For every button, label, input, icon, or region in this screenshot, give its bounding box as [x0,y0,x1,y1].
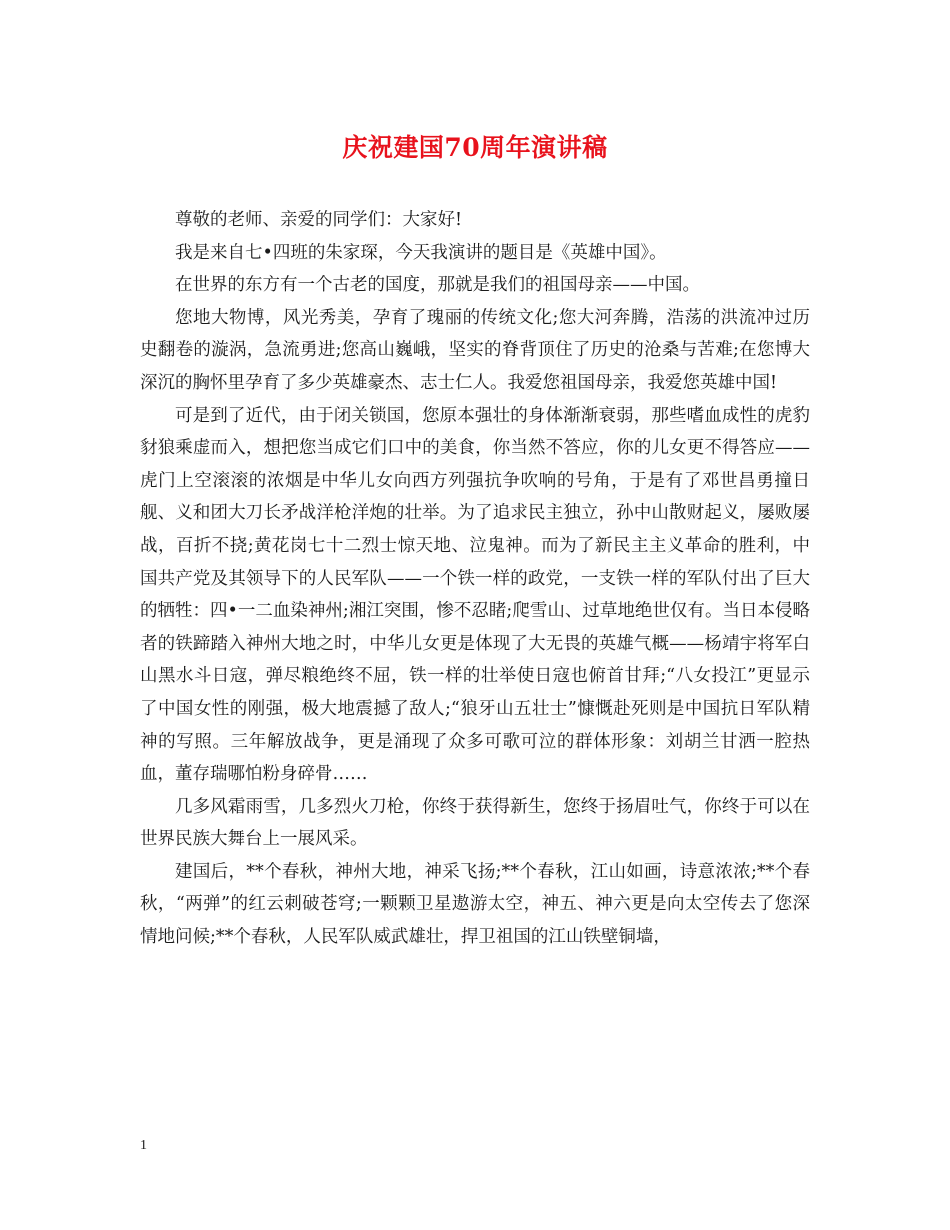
paragraph-greeting: 尊敬的老师、亲爱的同学们：大家好! [175,210,463,230]
paragraph-introduction: 我是来自七•四班的朱家琛，今天我演讲的题目是《英雄中国》。 [175,242,667,263]
paragraph-after-founding: 建国后，**个春秋，神州大地，神采飞扬;**个春秋，江山如画，诗意浓浓;**个春秋，“两弹”的红云刺破苍穹;一颗颗卫星遨游太空，神五、神六更是向太空传去了您深情地问候;**个春秋，人民军队威武雄壮，捍卫祖国的江山铁壁铜墙， [140,861,810,948]
document-title: 庆祝建国70周年演讲稿 [342,133,608,162]
paragraph-history: 可是到了近代，由于闭关锁国，您原本强壮的身体渐渐衰弱，那些嗜血成性的虎豹豺狼乘虚而入，想把您当成它们口中的美食，你当然不答应，你的儿女更不得答应——虎门上空滚滚的浓烟是中华儿女向西方列强抗争吹响的号角，于是有了邓世昌勇撞日舰、义和团大刀长矛战洋枪洋炮的壮举。为了追求民主独立，孙中山散财起义，屡败屡战，百折不挠;黄花岗七十二烈士惊天地、泣鬼神。而为了新民主主义革命的胜利，中国共产党及其领导下的人民军队——一个铁一样的政党，一支铁一样的军队付出了巨大的牺牲：四•一二血染神州;湘江突围，惨不忍睹;爬雪山、过草地绝世仅有。当日本侵略者的铁蹄踏入神州大地之时，中华儿女更是体现了大无畏的英雄气概——杨靖宇将军白山黑水斗日寇，弹尽粮绝终不屈，铁一样的壮举使日寇也俯首甘拜;“八女投江”更显示了中国女性的刚强，极大地震撼了敌人;“狼牙山五壮士”慷慨赴死则是中国抗日军队精神的写照。三年解放战争，更是涌现了众多可歌可泣的群体形象：刘胡兰甘洒一腔热血，董存瑞哪怕粉身碎骨…… [140,405,810,785]
document-body [140,204,810,954]
page-number: 1 [140,1138,147,1153]
paragraph-country: 在世界的东方有一个古老的国度，那就是我们的祖国母亲——中国。 [175,275,700,296]
paragraph-praise: 您地大物博，风光秀美，孕育了瑰丽的传统文化;您大河奔腾，浩荡的洪流冲过历史翻卷的漩涡，急流勇进;您高山巍峨，坚实的脊背顶住了历史的沧桑与苦难;在您博大深沉的胸怀里孕育了多少英雄豪杰、志士仁人。我爱您祖国母亲，我爱您英雄中国! [140,307,810,393]
paragraph-rebirth: 几多风霜雨雪，几多烈火刀枪，你终于获得新生，您终于扬眉吐气，你终于可以在世界民族大舞台上一展风采。 [140,796,810,850]
